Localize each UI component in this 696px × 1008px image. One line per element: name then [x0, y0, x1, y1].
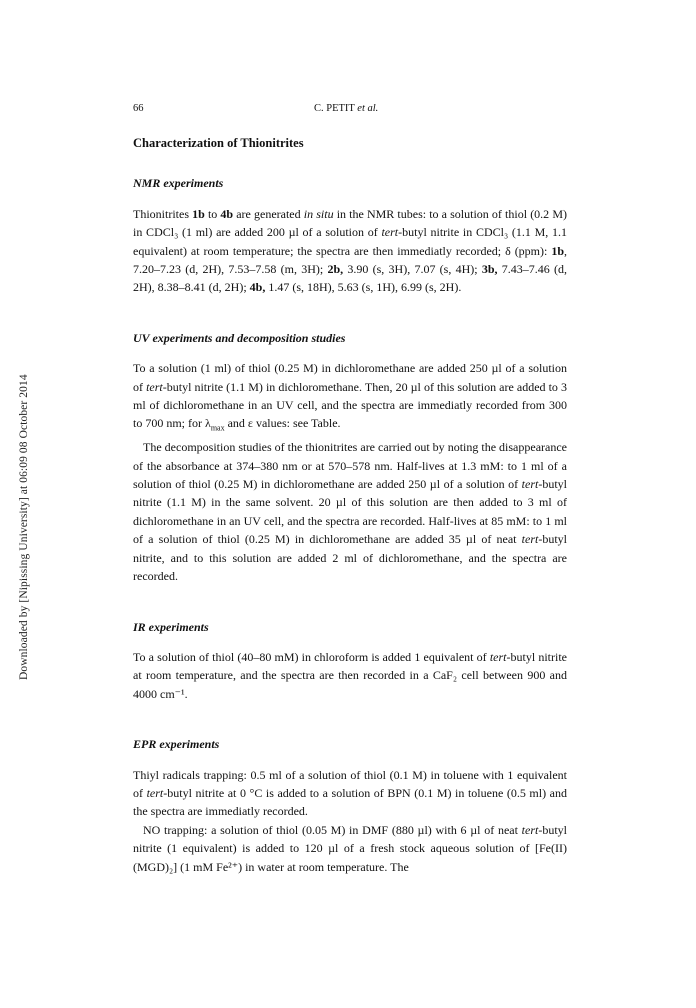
- download-watermark-text: Downloaded by [Nipissing University] at 06:09 08 October 2014: [18, 374, 30, 680]
- nmr-paragraph: Thionitrites 1b to 4b are generated in situ in the NMR tubes: to a solution of thiol (0.2 M) in CDCl₃ (1 ml) are added 200 µl of a solution of tert-butyl nitrite in CDCl₃ (1.1 M, 1.1 equivalent) at room temperature; the spectra are then immediatly recorded; δ (ppm): 1b, 7.20–7.23 (d, 2H), 7.53–7.58 (m, 3H); 2b, 3.90 (s, 3H), 7.07 (s, 4H); 3b, 7.43–7.46 (d, 2H), 8.38–8.41 (d, 2H); 4b, 1.47 (s, 18H), 5.63 (s, 1H), 6.99 (s, 2H).: [133, 206, 568, 295]
- epr-paragraph-2: NO trapping: a solution of thiol (0.05 M) in DMF (880 µl) with 6 µl of neat tert-butyl nitrite (1 equivalent) is added to 120 µl of a fresh stock aqueous solution of [Fe(II)(MGD)₂] (1 mM Fe²⁺) in water at room temperature. The: [133, 822, 567, 874]
- epr-section: [133, 735, 567, 876]
- uv-paragraph-2: The decomposition studies of the thionitrites are carried out by noting the disappearance of the absorbance at 374–380 nm or at 570–578 nm. Half-lives at 1.3 mM: to 1 ml of a solution of thiol (0.25 M) in dichloromethane are added 250 µl of a solution of tert-butyl nitrite (1.1 M) in the same solvent. 20 µl of this solution are then added to 3 ml of dichloromethane in an UV cell, and the spectra are recorded. Half-lives at 85 mM: to 1 ml of a solution of thiol (0.25 M) in dichloromethane are added 35 µl of neat tert-butyl nitrite, and to this solution are added 2 ml of dichloromethane, and the spectra are recorded.: [133, 440, 567, 584]
- ir-section: [133, 618, 567, 704]
- running-title-etal: et al.: [357, 103, 379, 114]
- uv-section: [133, 329, 567, 586]
- uv-heading: UV experiments and decomposition studies: [133, 330, 346, 345]
- epr-heading: EPR experiments: [133, 737, 220, 752]
- ir-paragraph: To a solution of thiol (40–80 mM) in chloroform is added 1 equivalent of tert-butyl nitrite at room temperature, and the spectra are then recorded in a CaF₂ cell between 900 and 4000 cm⁻¹.: [133, 649, 567, 701]
- running-title-authors: C. PETIT: [314, 103, 355, 114]
- epr-paragraph-1: Thiyl radicals trapping: 0.5 ml of a solution of thiol (0.1 M) in toluene with 1 equivalent of tert-butyl nitrite at 0 °C is added to a solution of BPN (0.1 M) in toluene (0.5 ml) and the spectra are immediatly recorded.: [133, 767, 567, 819]
- download-watermark: [6, 210, 30, 680]
- running-head: [133, 100, 567, 116]
- page-number: 66: [133, 103, 144, 114]
- page-body: [133, 100, 567, 876]
- ir-heading: IR experiments: [133, 619, 209, 634]
- nmr-heading: NMR experiments: [133, 176, 224, 191]
- uv-paragraph-1: To a solution (1 ml) of thiol (0.25 M) in dichloromethane are added 250 µl of a solution of tert-butyl nitrite (1.1 M) in dichloromethane. Then, 20 µl of this solution are added to 3 ml of dichloromethane in an UV cell, and the spectra are immediatly recorded from 300 to 700 nm; for $\lambda_{max}$ and ε values: see Table.: [133, 361, 567, 433]
- section-title: Characterization of Thionitrites: [133, 136, 304, 150]
- running-title: [314, 100, 378, 118]
- nmr-section: [133, 174, 567, 296]
